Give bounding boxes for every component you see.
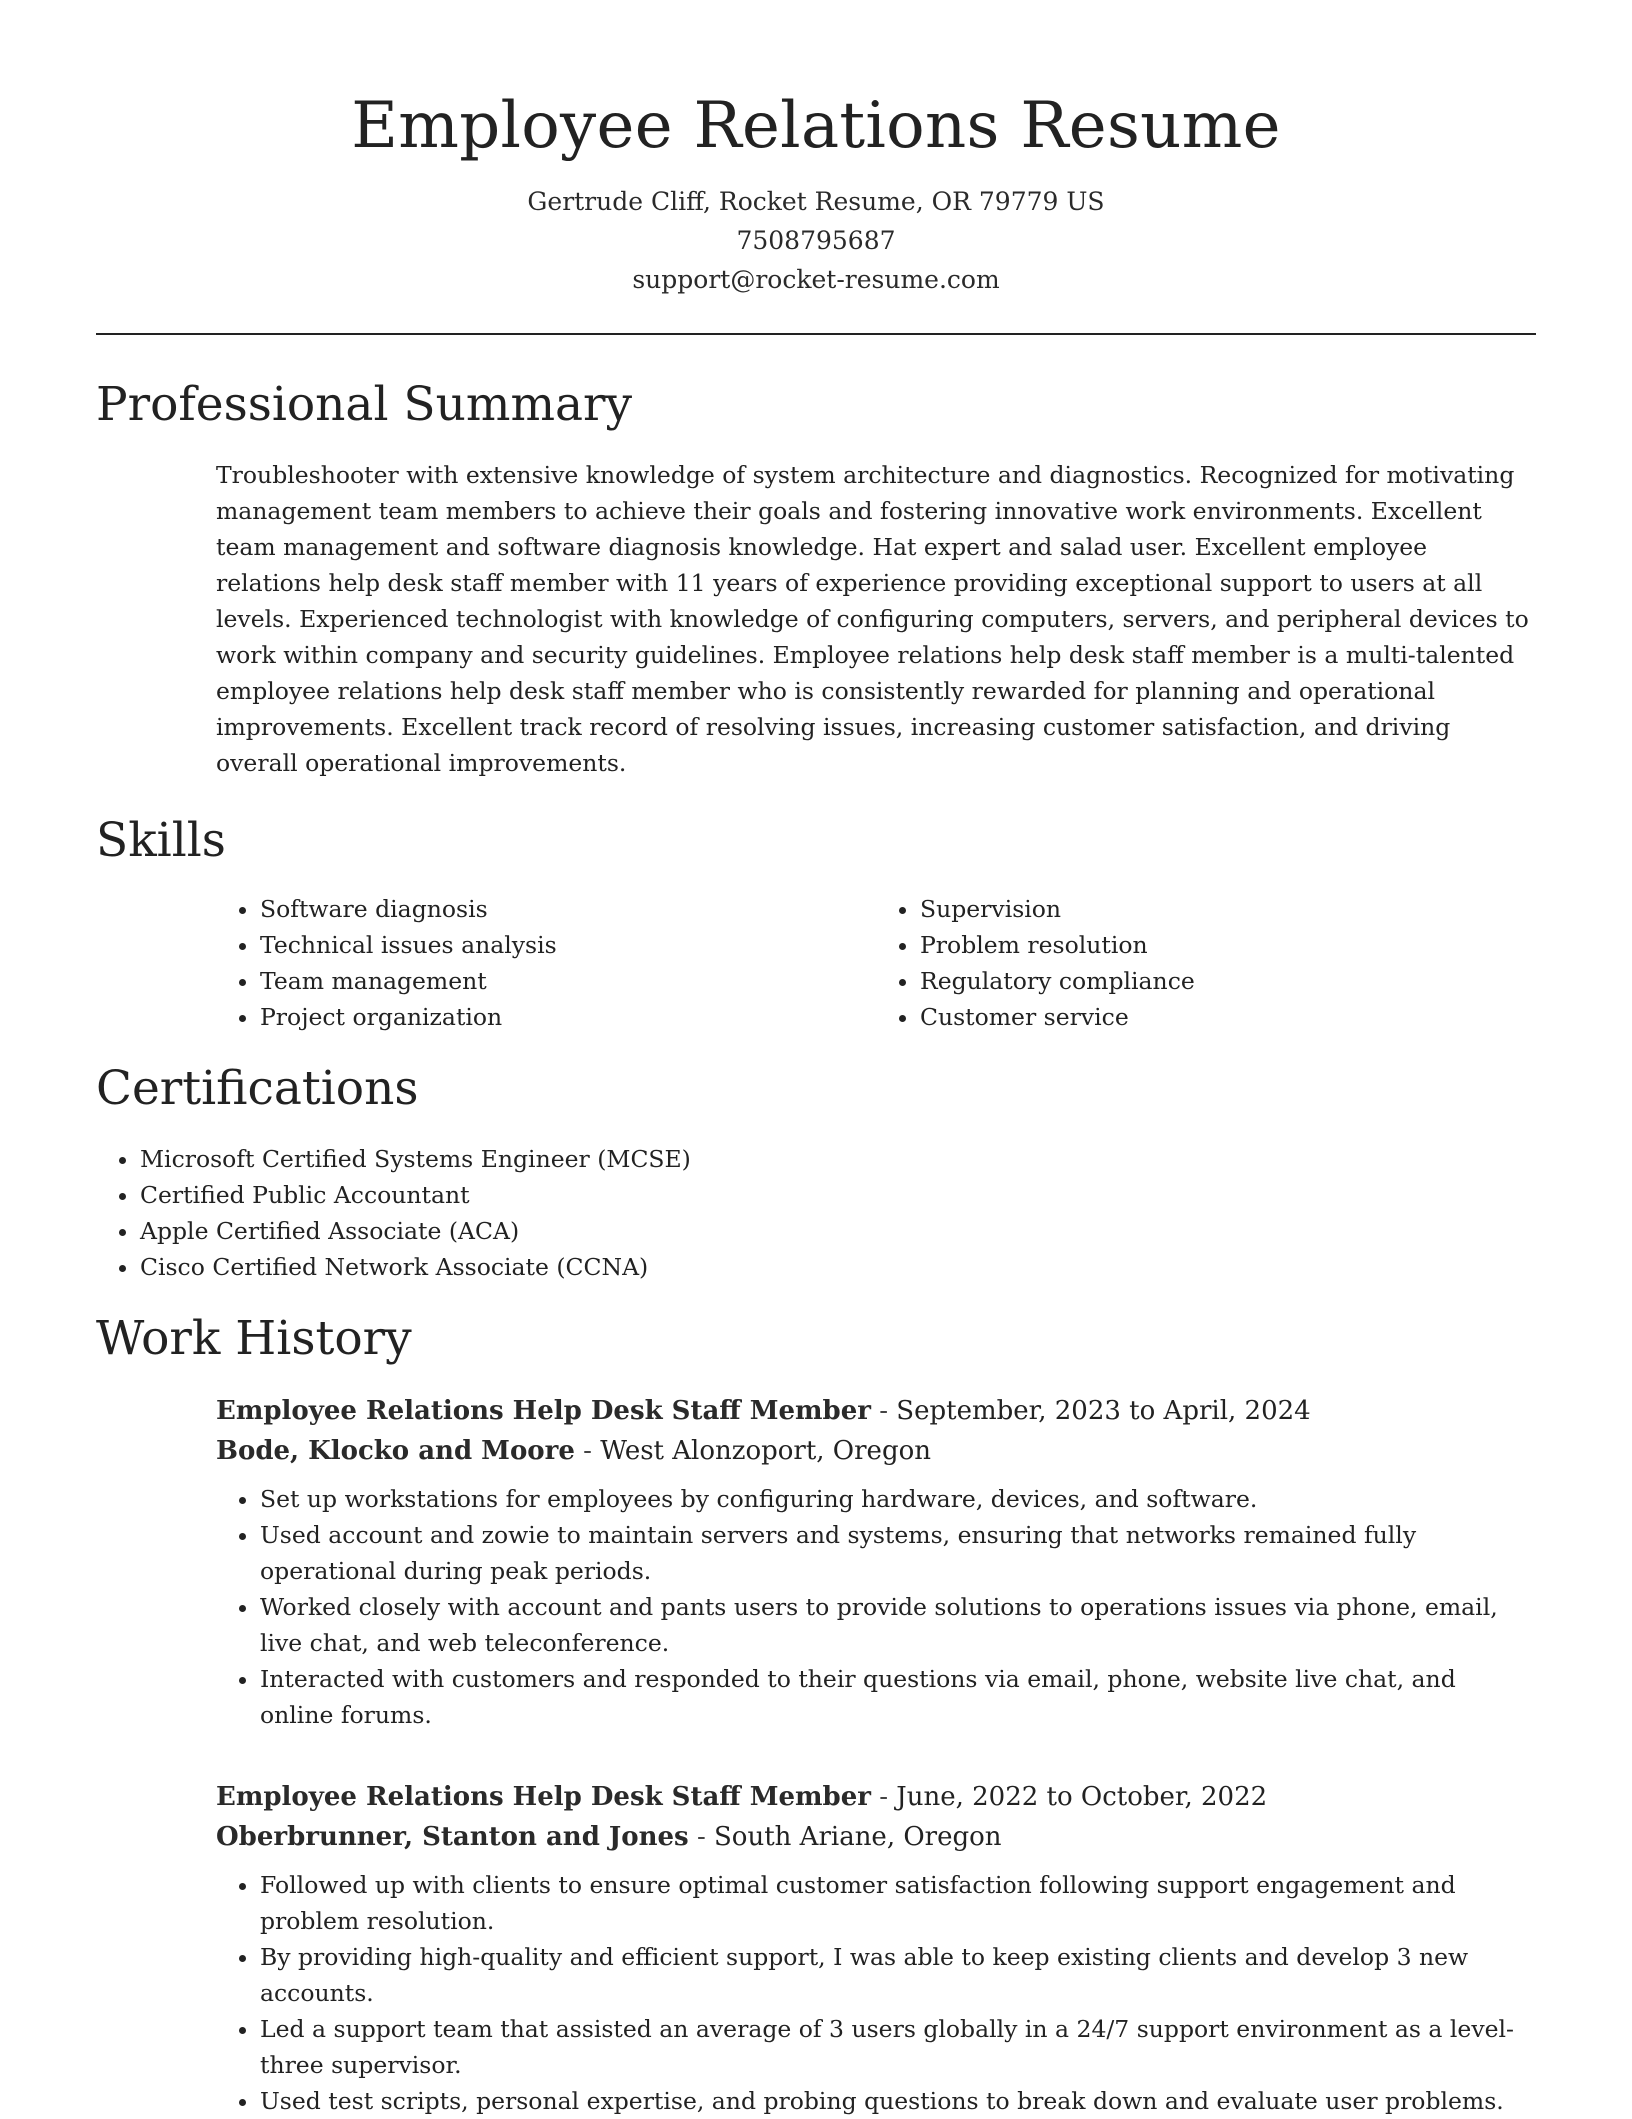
job-title-line (216, 1391, 1536, 1431)
job-bullet: • Worked closely with account and pants users to provide solutions to operations issues via phone, email, live chat, and web teleconference. (260, 1589, 1536, 1661)
skills-list-right (876, 891, 1536, 1035)
certification-item: • Cisco Certified Network Associate (CCNA) (140, 1249, 1536, 1285)
phone-text: 7508795687 (736, 226, 896, 255)
job-title-line (216, 1777, 1536, 1817)
job-bullet: • Led a support team that assisted an average of 3 users globally in a 24/7 support environment as a level-three supervisor. (260, 2011, 1536, 2083)
skill-item: • Supervision (920, 891, 1536, 927)
skill-item: • Project organization (260, 999, 876, 1035)
skills-section (96, 811, 1536, 1035)
email-text: support@rocket-resume.com (632, 265, 1000, 294)
job-title: Employee Relations Help Desk Staff Member (216, 1396, 871, 1426)
header-divider (96, 333, 1536, 335)
certifications-list (96, 1141, 1536, 1285)
job-bullet: • Used account and zowie to maintain servers and systems, ensuring that networks remained fully operational during peak periods. (260, 1517, 1536, 1589)
job-title: Employee Relations Help Desk Staff Member (216, 1782, 871, 1812)
certification-item: • Microsoft Certified Systems Engineer (MCSE) (140, 1141, 1536, 1177)
separator: - (696, 1822, 714, 1852)
work-history-heading: Work History (96, 1311, 412, 1366)
certification-item: • Apple Certified Associate (ACA) (140, 1213, 1536, 1249)
summary-text: Troubleshooter with extensive knowledge of system architecture and diagnostics. Recognized for motivating management team members to achieve their goals and fostering innovative work environments. Excellent team management and software diagnosis knowledge. Hat expert and salad user. Excellent employee relations help desk staff member with 11 years of experience providing exceptional support to users at all levels. Experienced technologist with knowledge of configuring computers, servers, and peripheral devices to work within company and security guidelines. Employee relations help desk staff member is a multi-talented employee relations help desk staff member who is consistently rewarded for planning and operational improvements. Excellent track record of resolving issues, increasing customer satisfaction, and driving overall operational improvements. (216, 461, 1529, 777)
resume-header (96, 0, 1536, 299)
separator: - (879, 1396, 897, 1426)
job-entry (216, 1777, 1536, 2119)
job-company: Bode, Klocko and Moore (216, 1436, 575, 1466)
job-bullet: • Used test scripts, personal expertise, and probing questions to break down and evaluate user problems. (260, 2083, 1536, 2119)
address-text: Gertrude Cliff, Rocket Resume, OR 79779 US (527, 187, 1105, 216)
skill-item: • Team management (260, 963, 876, 999)
skill-item: • Technical issues analysis (260, 927, 876, 963)
separator: - (583, 1436, 601, 1466)
resume-page (96, 0, 1536, 2119)
job-bullet: • Interacted with customers and responded to their questions via email, phone, website live chat, and online forums. (260, 1661, 1536, 1733)
contact-info (96, 182, 1536, 299)
job-bullet: • Set up workstations for employees by configuring hardware, devices, and software. (260, 1481, 1536, 1517)
job-location: South Ariane, Oregon (714, 1822, 1002, 1852)
skill-item: • Software diagnosis (260, 891, 876, 927)
skill-item: • Customer service (920, 999, 1536, 1035)
summary-heading: Professional Summary (96, 377, 633, 432)
job-bullets (216, 1481, 1536, 1733)
job-company-line (216, 1431, 1536, 1471)
certifications-section (96, 1059, 1536, 1285)
certification-item: • Certified Public Accountant (140, 1177, 1536, 1213)
skill-item: • Regulatory compliance (920, 963, 1536, 999)
certifications-heading: Certifications (96, 1061, 419, 1116)
work-history-section (96, 1309, 1536, 2119)
skills-heading: Skills (96, 813, 226, 868)
job-entry (216, 1391, 1536, 1733)
job-bullet: • By providing high-quality and efficient support, I was able to keep existing clients and develop 3 new accounts. (260, 1939, 1536, 2011)
job-company: Oberbrunner, Stanton and Jones (216, 1822, 689, 1852)
job-bullets (216, 1867, 1536, 2119)
job-bullet: • Followed up with clients to ensure optimal customer satisfaction following support engagement and problem resolution. (260, 1867, 1536, 1939)
page-title: Employee Relations Resume (351, 89, 1281, 163)
skills-grid (216, 891, 1536, 1035)
summary-section (96, 375, 1536, 781)
job-dates: June, 2022 to October, 2022 (896, 1782, 1268, 1812)
skill-item: • Problem resolution (920, 927, 1536, 963)
separator: - (879, 1782, 897, 1812)
job-company-line (216, 1817, 1536, 1857)
job-location: West Alonzoport, Oregon (600, 1436, 931, 1466)
skills-list-left (216, 891, 876, 1035)
job-dates: September, 2023 to April, 2024 (896, 1396, 1311, 1426)
